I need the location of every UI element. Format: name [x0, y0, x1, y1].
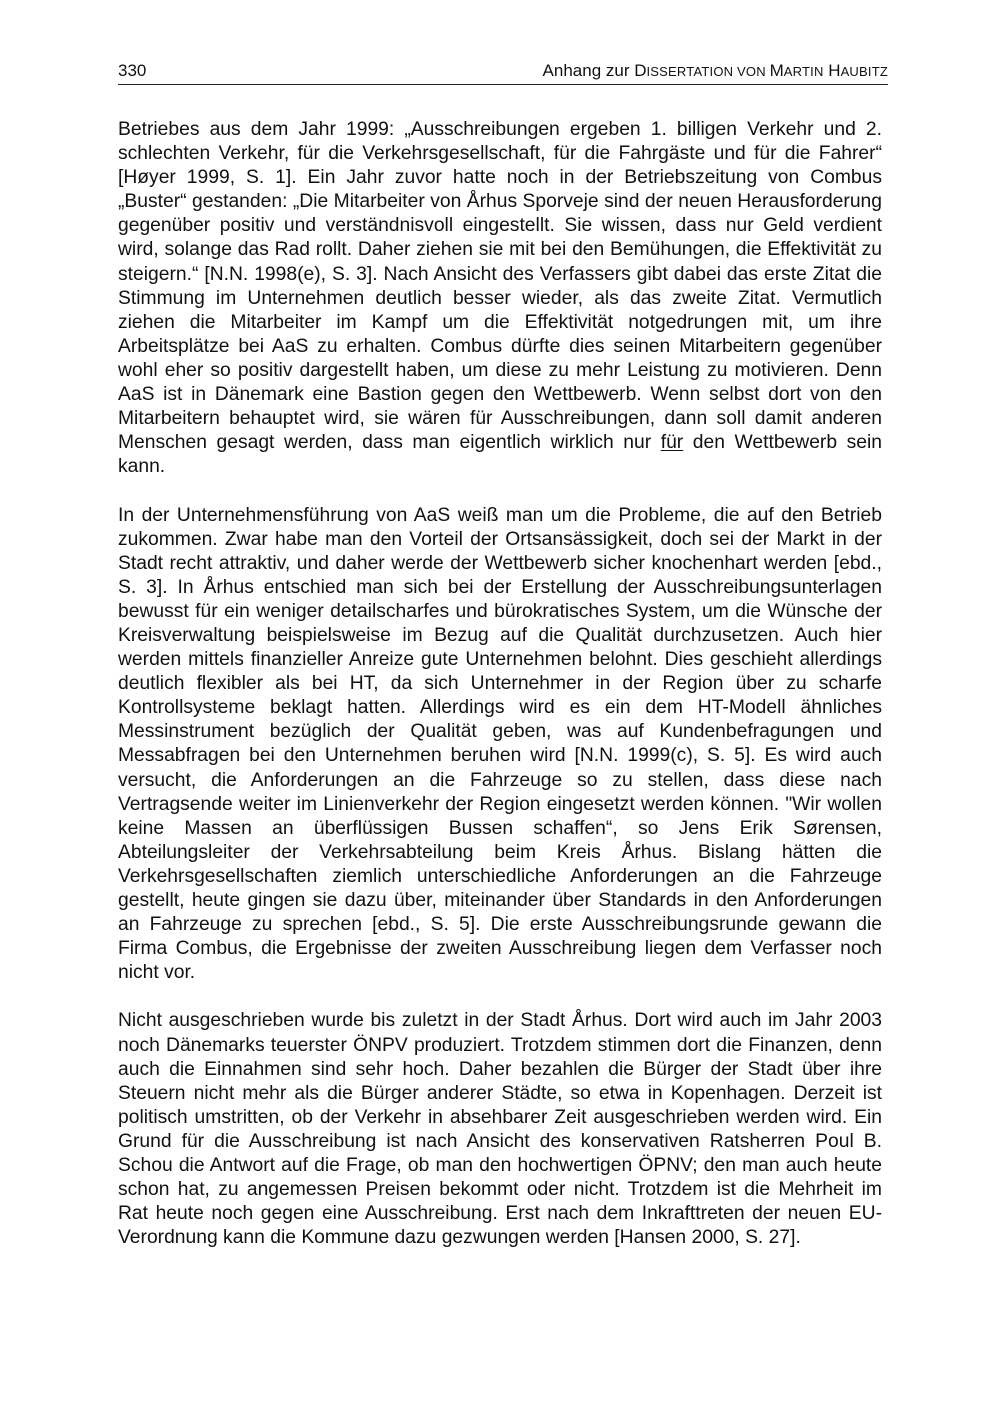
body-text — [118, 118, 882, 1275]
paragraph-1-text-before: Betriebes aus dem Jahr 1999: „Ausschreibungen ergeben 1. billigen Verkehr und 2. schlechten Verkehr, für die Verkehrsgesellschaft, für die Fahrgäste und für die Fahrer“ [Høyer 1999, S. 1]. Ein Jahr zuvor hatte noch in der Betriebszeitung von Combus „Buster“ gestanden: „Die Mitarbeiter von Århus Sporveje sind der neuen Herausforderung gegenüber positiv und verständnisvoll eingestellt. Sie wissen, dass nur Geld verdient wird, solange das Rad rollt. Daher ziehen sie mit bei den Bemühungen, die Effektivität zu steigern.“ [N.N. 1998(e), S. 3]. Nach Ansicht des Verfassers gibt dabei das erste Zitat die Stimmung im Unternehmen deutlich besser wieder, als das zweite Zitat. Vermutlich ziehen die Mitarbeiter im Kampf um die Effektivität notgedrungen mit, um ihre Arbeitsplätze bei AaS zu erhalten. Combus dürfte dies seinen Mitarbeitern gegenüber wohl eher so positiv dargestellt haben, um diese zu mehr Leistung zu motivieren. Denn AaS ist in Dänemark eine Bastion gegen den Wettbewerb. Wenn selbst dort von den Mitarbeitern behauptet wird, sie wären für Ausschreibungen, dann soll damit anderen Menschen gesagt werden, dass man eigentlich wirklich nur — [118, 119, 882, 454]
paragraph-2: In der Unternehmensführung von AaS weiß man um die Probleme, die auf den Betrieb zukommen. Zwar habe man den Vorteil der Ortsansässigkeit, doch sei der Markt in der Stadt recht attraktiv, und daher werde der Wettbewerb sicher knochenhart werden [ebd., S. 3]. In Århus entschied man sich bei der Erstellung der Ausschreibungsunterlagen bewusst für ein weniger detailscharfes und bürokratisches System, um die Wünsche der Kreisverwaltung beispielsweise im Bezug auf die Qualität durchzusetzen. Auch hier werden mittels finanzieller Anreize gute Unternehmen belohnt. Dies geschieht allerdings deutlich flexibler als bei HT, da sich Unternehmer in der Region über zu scharfe Kontrollsysteme beklagt hatten. Allerdings wird es ein dem HT-Modell ähnliches Messinstrument bezüglich der Qualität geben, was auf Kundenbefragungen und Messabfragen bei den Unternehmen beruhen wird [N.N. 1999(c), S. 5]. Es wird auch versucht, die Anforderungen an die Fahrzeuge so zu stellen, dass diese nach Vertragsende weiter im Linienverkehr der Region eingesetzt werden können. "Wir wollen keine Massen an überflüssigen Bussen schaffen“, so Jens Erik Sørensen, Abteilungsleiter der Verkehrsabteilung beim Kreis Århus. Bislang hätten die Verkehrsgesellschaften ziemlich unterschiedliche Anforderungen an die Fahrzeuge gestellt, heute gingen sie dazu über, miteinander über Standards in den Anforderungen an Fahrzeuge zu sprechen [ebd., S. 5]. Die erste Ausschreibungsrunde gewann die Firma Combus, die Ergebnisse der zweiten Ausschreibung liegen dem Verfasser noch nicht vor. — [118, 504, 882, 984]
page-header — [118, 60, 888, 85]
page-number: 330 — [118, 61, 147, 80]
paragraph-1 — [118, 118, 882, 479]
paragraph-3: Nicht ausgeschrieben wurde bis zuletzt in der Stadt Århus. Dort wird auch im Jahr 2003 noch Dänemarks teuerster ÖNPV produziert. Trotzdem stimmen dort die Finanzen, denn auch die Einnahmen sind sehr hoch. Daher bezahlen die Bürger der Stadt über ihre Steuern nicht mehr als die Bürger anderer Städte, so etwa in Kopenhagen. Derzeit ist politisch umstritten, ob der Verkehr in absehbarer Zeit ausgeschrieben werden wird. Ein Grund für die Ausschreibung ist nach Ansicht des konservativen Ratsherren Poul B. Schou die Antwort auf die Frage, ob man den hochwertigen ÖPNV; den man auch heute schon hat, zu angemessen Preisen bekommt oder nicht. Trotzdem ist die Mehrheit im Rat heute noch gegen eine Ausschreibung. Erst nach dem Inkrafttreten der neuen EU-Verordnung kann die Kommune dazu gezwungen werden [Hansen 2000, S. 27]. — [118, 1010, 882, 1249]
running-title-issertation: ISSERTATION — [646, 64, 734, 79]
paragraph-1-underlined-word: für — [660, 432, 684, 454]
running-title-m: M — [769, 61, 784, 80]
running-title-d: D — [634, 61, 647, 80]
running-title-von: VON — [733, 64, 770, 79]
paragraph-1-text-after: den Wettbewerb sein kann. — [118, 432, 882, 478]
running-title-h: H — [823, 61, 841, 80]
running-title — [543, 60, 888, 83]
running-title-aubitz: AUBITZ — [840, 64, 888, 79]
running-title-artin: ARTIN — [783, 64, 824, 79]
running-title-prefix: Anhang zur — [542, 61, 635, 80]
